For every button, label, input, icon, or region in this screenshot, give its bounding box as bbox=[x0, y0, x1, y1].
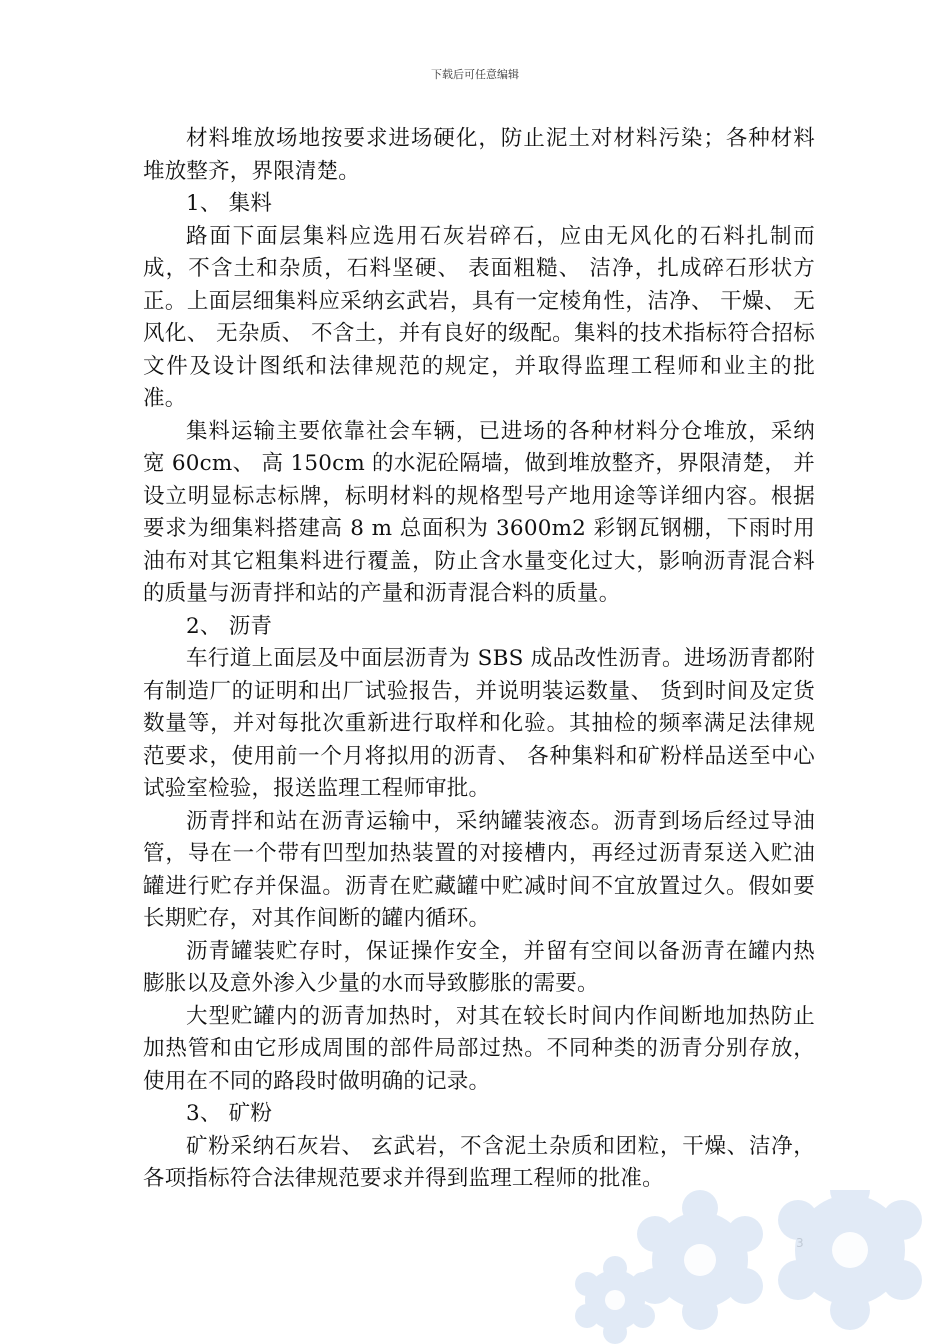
section-heading: 3、 矿粉 bbox=[186, 1101, 273, 1126]
paragraph: 沥青拌和站在沥青运输中，采纳罐装液态。沥青到场后经过导油管，导在一个带有凹型加热装置的对接槽内，再经过沥青泵送入贮油罐进行贮存并保温。沥青在贮藏罐中贮减时间不宜放置过久。假如要长期贮存，对其作间断的罐内循环。 bbox=[143, 808, 815, 931]
paragraph: 集料运输主要依靠社会车辆，已进场的各种材料分仓堆放，采纳宽 60cm、 高 150cm 的水泥砼隔墙，做到堆放整齐，界限清楚， 并设立明显标志标牌，标明材料的规格型号产地用途等详细内容。根据要求为细集料搭建高 8 m 总面积为 3600m2 彩钢瓦钢棚，下雨时用油布对其它粗集料进行覆盖，防止含水量变化过大，影响沥青混合料的质量与沥青拌和站的产量和沥青混合料的质量。 bbox=[143, 418, 815, 606]
document-body bbox=[143, 123, 815, 1196]
section-heading: 2、 沥青 bbox=[186, 613, 273, 639]
paragraph: 沥青罐装贮存时，保证操作安全，并留有空间以备沥青在罐内热膨胀以及意外渗入少量的水而导致膨胀的需要。 bbox=[143, 938, 815, 996]
paragraph: 矿粉采纳石灰岩、 玄武岩，不含泥土杂质和团粒，干燥、洁净，各项指标符合法律规范要求并得到监理工程师的批准。 bbox=[143, 1133, 815, 1191]
paragraph: 材料堆放场地按要求进场硬化，防止泥土对材料污染；各种材料堆放整齐，界限清楚。 bbox=[143, 126, 815, 184]
paragraph: 路面下面层集料应选用石灰岩碎石，应由无风化的石料扎制而成，不含土和杂质，石料坚硬、 表面粗糙、 洁净，扎成碎石形状方正。上面层细集料应采纳玄武岩，具有一定棱角性，洁净、 干燥、 无风化、 无杂质、 不含土，并有良好的级配。集料的技术指标符合招标文件及设计图纸和法律规范的规定，并取得监理工程师和业主的批准。 bbox=[143, 223, 815, 411]
snowflake-watermark-icon bbox=[570, 1190, 950, 1344]
paragraph: 车行道上面层及中面层沥青为 SBS 成品改性沥青。进场沥青都附有制造厂的证明和出厂试验报告，并说明装运数量、 货到时间及定货数量等，并对每批次重新进行取样和化验。其抽检的频率满足法律规范要求，使用前一个月将拟用的沥青、 各种集料和矿粉样品送至中心试验室检验，报送监理工程师审批。 bbox=[143, 646, 815, 801]
paragraph: 大型贮罐内的沥青加热时，对其在较长时间内作间断地加热防止加热管和由它形成周围的部件局部过热。不同种类的沥青分别存放，使用在不同的路段时做明确的记录。 bbox=[143, 1003, 815, 1094]
page-header: 下载后可任意编辑 bbox=[431, 68, 519, 81]
section-heading: 1、 集料 bbox=[186, 191, 273, 216]
